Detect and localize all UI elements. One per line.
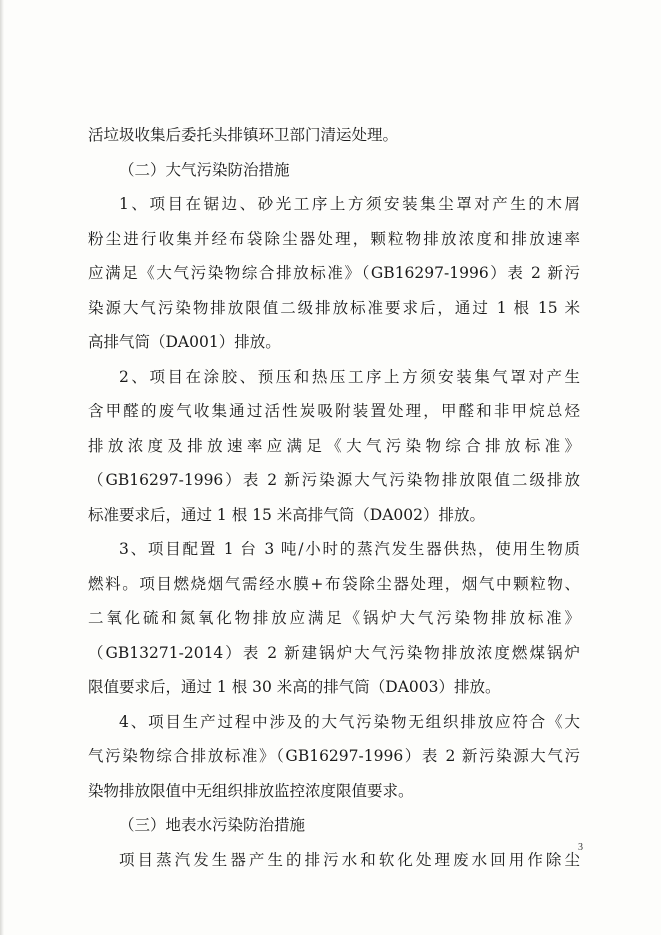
paragraph-line: 粉尘进行收集并经布袋除尘器处理，颗粒物排放浓度和排放速率 [88, 229, 580, 248]
paragraph-line: 含甲醛的废气收集通过活性炭吸附装置处理，甲醛和非甲烷总烃 [88, 402, 580, 420]
paragraph-line: 2、项目在涂胶、预压和热压工序上方须安装集气罩对产生 [119, 367, 580, 386]
paragraph-line: 限值要求后，通过 1 根 30 米高的排气筒（DA003）排放。 [88, 678, 501, 696]
document-body [88, 118, 580, 877]
paragraph-line: （GB13271-2014）表 2 新建锅炉大气污染物排放浓度燃煤锅炉 [88, 643, 580, 662]
paragraph-line: 3、项目配置 1 台 3 吨/小时的蒸汽发生器供热，使用生物质 [119, 540, 580, 558]
paragraph-line: 活垃圾收集后委托头排镇环卫部门清运处理。 [88, 126, 399, 144]
page-shadow-edge [0, 0, 4, 935]
paragraph-line: 二氧化硫和氮氧化物排放应满足《锅炉大气污染物排放标准》 [88, 609, 580, 627]
paragraph-line: 4、项目生产过程中涉及的大气污染物无组织排放应符合《大 [119, 712, 580, 731]
paragraph-line: 染物排放限值中无组织排放监控浓度限值要求。 [88, 781, 414, 800]
paragraph-line: 高排气筒（DA001）排放。 [88, 333, 281, 351]
paragraph-line: 排放浓度及排放速率应满足《大气污染物综合排放标准》 [88, 436, 580, 455]
paragraph-line: （GB16297-1996）表 2 新污染源大气污染物排放限值二级排放 [88, 471, 580, 489]
section-heading-air: （二）大气污染防治措施 [119, 160, 290, 179]
paragraph-line: 1、项目在锯边、砂光工序上方须安装集尘罩对产生的木屑 [119, 195, 580, 213]
paragraph-line: 气污染物综合排放标准》（GB16297-1996）表 2 新污染源大气污 [88, 747, 580, 765]
paragraph-line: 标准要求后，通过 1 根 15 米高排气筒（DA002）排放。 [88, 505, 485, 524]
section-heading-surface-water: （三）地表水污染防治措施 [119, 816, 306, 834]
paragraph-line: 项目蒸汽发生器产生的排污水和软化处理废水回用作除尘 [119, 850, 580, 869]
paragraph-line: 染源大气污染物排放限值二级排放标准要求后，通过 1 根 15 米 [88, 298, 580, 317]
page-number: 3 [578, 842, 583, 853]
paragraph-line: 应满足《大气污染物综合排放标准》（GB16297-1996）表 2 新污 [88, 264, 580, 282]
paragraph-line: 燃料。项目燃烧烟气需经水膜+布袋除尘器处理，烟气中颗粒物、 [88, 574, 580, 593]
